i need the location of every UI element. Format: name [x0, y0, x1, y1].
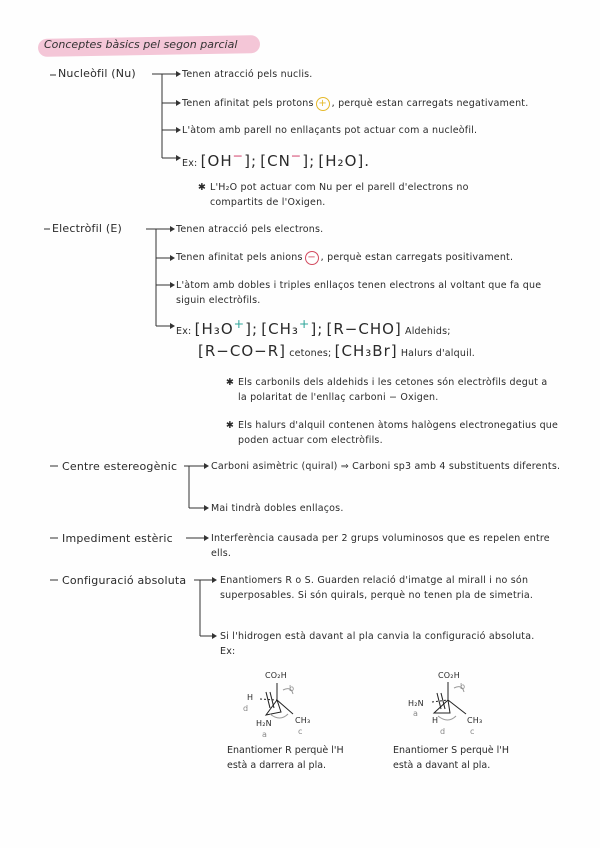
- mol2-c: c: [470, 727, 475, 736]
- bullet-icon: ✱: [226, 420, 235, 431]
- electrofil-ex-rcho: [R−CHO]: [326, 320, 402, 338]
- electrofil-line2-a: Tenen afinitat pels anions: [176, 252, 303, 263]
- mol1-d: d: [243, 704, 249, 713]
- electrofil-ex-h3o: [H₃O+];: [194, 316, 259, 338]
- electrofil-ex-ch3br-text: Halurs d'alquil.: [400, 348, 475, 359]
- electrofil-line2: [176, 250, 513, 265]
- mol2-right: CH₃: [467, 716, 483, 725]
- electrofil-ex-label: Ex:: [176, 326, 192, 337]
- nucleofil-line2: [182, 96, 528, 111]
- configuracio-line2: Si l'hidrogen està davant al pla canvia la configuració absoluta. Ex:: [220, 631, 535, 657]
- electrofil-line1: Tenen atracció pels electrons.: [176, 224, 324, 235]
- page-title: Conceptes bàsics pel segon parcial: [44, 38, 238, 51]
- electrofil-line2-b: , perquè estan carregats positivament.: [320, 252, 514, 263]
- mol1-top: CO₂H: [265, 671, 287, 680]
- electrofil-line3: L'àtom amb dobles i triples enllaços tenen electrons al voltant que fa que siguin electròfils.: [176, 280, 542, 306]
- mol2-left: H₂N: [408, 699, 424, 708]
- mol2-d: d: [440, 727, 446, 736]
- mol1-bottomleft: H₂N: [256, 719, 272, 728]
- electrofil-ex-ch3: [CH₃+];: [261, 316, 324, 338]
- mol2-a: a: [413, 709, 419, 718]
- mol1-c: c: [298, 727, 303, 736]
- electrofil-ex-rcho-text: Aldehids;: [405, 326, 451, 337]
- nucleofil-line2-a: Tenen afinitat pels protons: [182, 98, 314, 109]
- mol1-bottomright: CH₃: [295, 716, 311, 725]
- mol2-b: b: [460, 682, 466, 691]
- configuracio-heading: Configuració absoluta: [62, 574, 187, 587]
- mol1-a: a: [262, 730, 268, 739]
- electrofil-examples-1: [176, 316, 451, 339]
- caption-enantiomer-s: Enantiomer S perquè l'H està a davant al pla.: [393, 745, 510, 771]
- bullet-icon: ✱: [198, 182, 207, 193]
- electrofil-examples-2: [198, 344, 475, 361]
- nucleofil-line1: Tenen atracció pels nuclis.: [182, 69, 313, 80]
- estereogenic-line1: Carboni asimètric (quiral) ⇒ Carboni sp3 amb 4 substituents diferents.: [211, 461, 561, 472]
- nucleofil-ex-oh: [OH−];: [200, 148, 258, 170]
- electrofil-ex-rcor: [R−CO−R]: [198, 342, 286, 360]
- mol2-bottom: H: [432, 716, 439, 725]
- mol1-left: H: [247, 693, 254, 702]
- impediment-heading: Impediment estèric: [62, 532, 173, 545]
- impediment-line1: Interferència causada per 2 grups voluminosos que es repelen entre ells.: [211, 533, 550, 559]
- electrofil-ex-rcor-text: cetones;: [289, 348, 332, 359]
- nucleofil-heading: Nucleòfil (Nu): [58, 67, 136, 80]
- caption-enantiomer-r: Enantiomer R perquè l'H està a darrera al pla.: [227, 745, 344, 771]
- estereogenic-heading: Centre estereogènic: [62, 460, 178, 473]
- nucleofil-note: L'H₂O pot actuar com Nu per el parell d'electrons no compartits de l'Oxigen.: [210, 182, 469, 208]
- nucleofil-ex-cn: [CN−];: [260, 148, 316, 170]
- mol1-b: b: [289, 684, 295, 693]
- nucleofil-ex-label: Ex:: [182, 158, 198, 169]
- configuracio-line1: Enantiomers R o S. Guarden relació d'imatge al mirall i no són superposables. Si són quirals, perquè no tenen pla de simetria.: [220, 575, 534, 601]
- electrofil-note1: Els carbonils dels aldehids i les cetones són electròfils degut a la polaritat de l'enllaç carboni − Oxigen.: [238, 377, 548, 403]
- nucleofil-examples: [182, 148, 370, 171]
- nucleofil-line3: L'àtom amb parell no enllaçants pot actuar com a nucleòfil.: [182, 125, 478, 136]
- plus-circle-icon: +: [316, 97, 330, 111]
- estereogenic-line2: Mai tindrà dobles enllaços.: [211, 503, 344, 514]
- mol2-top: CO₂H: [438, 671, 460, 680]
- electrofil-note2: Els halurs d'alquil contenen àtoms halògens electronegatius que poden actuar com electròfils.: [238, 420, 559, 446]
- electrofil-heading: Electròfil (E): [52, 222, 122, 235]
- bullet-icon: ✱: [226, 377, 235, 388]
- nucleofil-line2-b: , perquè estan carregats negativament.: [331, 98, 529, 109]
- electrofil-ex-ch3br: [CH₃Br]: [334, 342, 398, 360]
- nucleofil-ex-h2o: [H₂O].: [318, 152, 370, 170]
- minus-circle-icon: −: [305, 251, 319, 265]
